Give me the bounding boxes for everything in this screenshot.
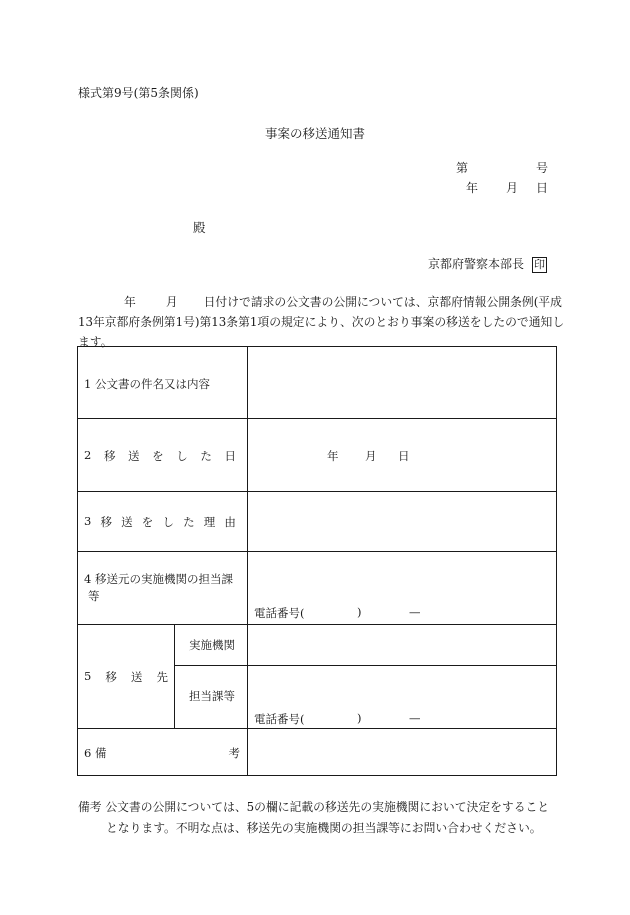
label-char: 考 [228,746,240,760]
issue-year: 年 [466,181,479,195]
phone-dash: — [409,605,421,619]
label-char: し [176,449,188,463]
note-line1: 備考 公文書の公開については、5の欄に記載の移送先の実施機関において決定をすること [78,800,550,814]
note-line2: となります。不明な点は、移送先の実施機関の担当課等にお問い合わせください。 [106,821,542,835]
source-phone [254,605,421,621]
label-char: 送 [130,670,143,684]
transfer-month: 月 [365,449,377,463]
issue-month: 月 [506,181,519,195]
label-char: 由 [224,515,236,529]
label-char: 日 [224,449,236,463]
label-char: 2 [84,448,92,462]
label-char: を [141,515,154,529]
document-title: 事案の移送通知書 [264,126,365,141]
body-line1: 日付けで請求の公文書の公開については、京都府情報公開条例(平成 [203,295,562,309]
label-document-title: 1 公文書の件名又は内容 [84,377,210,391]
number-prefix: 第 [456,161,469,175]
transfer-year: 年 [327,449,339,463]
label-char: 送 [121,515,133,529]
label-char: た [183,515,195,529]
label-char: 理 [203,515,216,529]
issue-day: 日 [535,181,548,195]
number-suffix: 号 [535,161,548,175]
label-source-department [84,571,233,605]
transfer-day: 日 [398,449,410,463]
label-char: 移 [100,515,112,529]
label-char: 3 [84,514,92,528]
label-char: 移 [103,449,116,463]
transfer-reason-field[interactable] [248,492,556,551]
remarks-field[interactable] [248,729,556,775]
issuer [428,255,547,273]
label-char: 移 [105,670,117,684]
body-line3: ます。 [78,335,113,349]
label-char: た [200,449,212,463]
phone-label: 電話番号( [254,712,305,726]
remarks-note [78,797,558,839]
document-title-field[interactable] [248,347,556,418]
seal-mark: 印 [534,258,546,271]
notice-body [78,292,565,352]
label-char: 6 備 [84,746,107,760]
phone-paren: ) [357,605,362,619]
label-line: 等 [88,589,100,603]
label-char: 送 [128,449,140,463]
body-month: 月 [165,295,178,309]
label-line: 4 移送元の実施機関の担当課 [84,572,233,586]
label-char: を [152,449,164,463]
label-implementing-agency: 実施機関 [189,638,235,652]
label-transfer-date [84,448,236,464]
label-remarks [84,745,240,761]
body-line2: 13年京都府条例第1号)第13条第1項の規定により、次のとおり事案の移送をしたので通知し [78,315,565,329]
label-char: 先 [156,670,168,684]
label-responsible-department: 担当課等 [189,689,235,703]
label-char: 5 [84,669,92,683]
label-transfer-destination [84,669,168,685]
phone-paren: ) [357,711,362,725]
phone-dash: — [409,711,421,725]
body-year: 年 [124,295,136,309]
label-transfer-reason [84,514,236,530]
issuer-name: 京都府警察本部長 [428,257,525,271]
transfer-details-table [77,346,557,776]
form-id: 様式第9号(第5条関係) [78,86,199,100]
addressee-suffix: 殿 [193,220,206,235]
phone-label: 電話番号( [254,606,305,620]
destination-phone [254,711,421,727]
label-char: し [162,515,174,529]
